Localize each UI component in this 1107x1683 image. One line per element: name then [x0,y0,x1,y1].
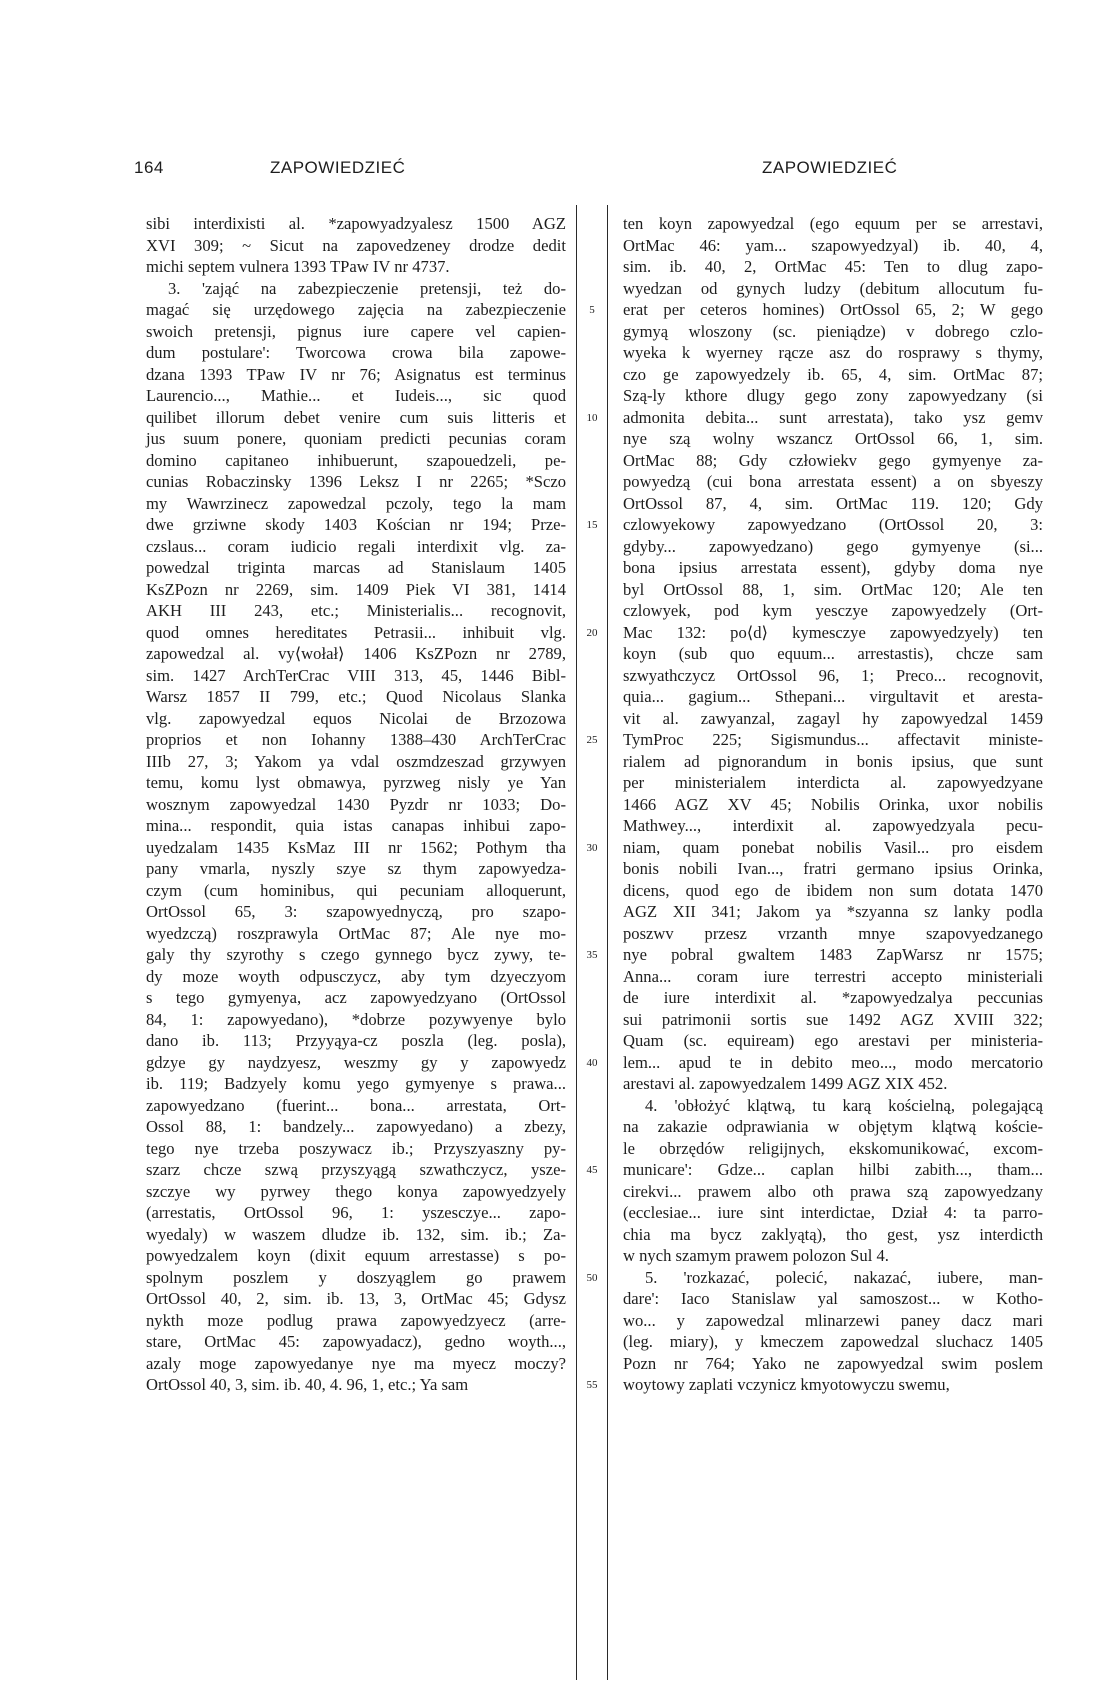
text-line: Mac 132: po⟨d⟩ kymesczye zapowyedzyely) ten [623,622,1043,642]
text-line: s tego gymyenya, acz zapowyedzyano (OrtOssol [146,988,566,1007]
text-line: Szą-ly kthore dlugy gego zony zapowyedzany (si [623,386,1043,405]
page-number: 164 [134,158,164,177]
line-number: 40 [586,1056,598,1069]
text-line: Laurencio..., Mathie... et Iudeis..., sic quod [146,386,566,405]
text-line: dano ib. 113; Przyyąya-cz poszla (leg. posla), [146,1031,566,1050]
text-line: Warsz 1857 II 799, etc.; Quod Nicolaus Slanka [146,687,566,706]
text-line: mina... respondit, quia istas canapas inhibui zapo- [146,816,566,835]
left-running-head: ZAPOWIEDZIEĆ [270,158,406,177]
text-line: OrtMac 46: yam... szapowyedzyal) ib. 40, 4, [623,235,1043,255]
text-line: TymProc 225; Sigismundus... affectavit ministe- [623,730,1043,749]
text-line: Mathwey..., interdixit al. zapowyedzyala pecu- [623,816,1043,835]
text-line: uyedzalam 1435 KsMaz III nr 1562; Pothym tha [146,837,566,857]
text-line: zapowyedzano (fuerint... bona... arrestata, Ort- [146,1095,566,1115]
text-line: quilibet illorum debet venire cum suis litteris et [146,407,566,427]
text-line: wosznym zapowyedzal 1430 Pyzdr nr 1033; Do- [146,794,566,814]
text-line: temu, komu lyst obmawya, pyrzweg nisly ye Yan [146,773,566,792]
text-line: (ecclesiae... iure sint interdictae, Dział 4: ta parro- [623,1203,1043,1222]
text-line: czlowyek, pod kym yesczye zapowyedzely (Ort- [623,601,1043,620]
text-line: per ministerialem interdicta al. zapowyedzyane [623,773,1043,792]
text-line: 3. 'zająć na zabezpieczenie pretensji, też do- [168,278,566,298]
text-line: sibi interdixisti al. *zapowyadzyalesz 1500 AGZ [146,214,566,233]
text-line: wyedzczą) roszprawyla OrtMac 87; Ale nye mo- [146,923,566,943]
text-line: bona ipsius arrestata essent), gdyby doma nye [623,558,1043,577]
line-number: 45 [586,1164,598,1176]
text-line: arestavi al. zapowyedzalem 1499 AGZ XIX 452. [623,1074,948,1093]
text-line: dy moze woyth odpusczycz, aby tym dzyeczyom [146,966,566,986]
text-line: galy thy szyrothy s czego gynnego bycz zywy, te- [146,945,566,964]
line-number: 10 [586,411,598,424]
text-line: nye pobral gwaltem 1483 ZapWarsz nr 1575; [623,945,1043,964]
text-line: tego nye trzeba poszywacz ib.; Przyszyaszny py- [146,1138,566,1158]
text-line: wyedaly) w waszem dludze ib. 132, sim. ib.; Za- [146,1224,566,1244]
line-number: 35 [586,949,598,961]
text-line: OrtOssol 40, 2, sim. ib. 13, 3, OrtMac 45; Gdysz [146,1289,566,1308]
text-line: domino capitaneo inhibuerunt, szapouedzeli, pe- [146,450,566,470]
text-line: sui patrimonii sortis sue 1492 AGZ XVIII 322; [623,1009,1043,1029]
text-line: OrtOssol 40, 3, sim. ib. 40, 4. 96, 1, etc.; Ya sam [146,1375,469,1394]
text-line: jus suum ponere, quoniam predicti pecunias coram [146,429,566,448]
text-line: quod omnes hereditates Petrasii... inhibuit vlg. [146,622,566,642]
text-line: ten koyn zapowyedzal (ego equum per se arrestavi, [623,214,1043,233]
text-line: dum postulare': Tworcowa crowa bila zapowe- [146,343,566,362]
text-line: 84, 1: zapowyedano), *dobrze pozywyenye bylo [146,1009,566,1029]
text-line: quia... gagium... Sthepani... virgultavit et aresta- [623,687,1043,706]
text-line: wo... y zapowedzal mlinarzewi paney dacz mari [623,1310,1043,1330]
text-line: ib. 119; Badzyely komu yego gymyenye s prawa... [146,1074,566,1093]
right-column [623,213,1043,1396]
text-line: byl OrtOssol 88, 1, sim. OrtMac 120; Ale ten [623,579,1043,599]
text-line: dzana 1393 TPaw IV nr 76; Asignatus est terminus [146,364,566,384]
text-line: dare': Iaco Stanislaw yal samoszost... w Kotho- [623,1289,1043,1308]
text-line: OrtOssol 65, 3: szapowyednyczą, pro szapo- [146,902,566,921]
text-line: sim. 1427 ArchTerCrac VIII 313, 45, 1446 Bibl- [146,665,566,685]
text-line: my Wawrzinecz zapowedzal pczoly, tego la mam [146,493,566,513]
text-line: AGZ XII 341; Jakom ya *szyanna sz lanky podla [623,902,1043,921]
text-line: szczye wy pyrwey thego konya zapowyedzyely [146,1181,566,1201]
text-line: dwe grziwne skody 1403 Kościan nr 194; Prze- [146,515,566,534]
line-number: 30 [586,841,598,854]
text-line: Ossol 88, 1: bandzely... zapowyedano) a zbezy, [146,1117,566,1136]
text-line: stare, OrtMac 45: zapowyadacz), gedno woyth..., [146,1332,566,1351]
text-line: azaly moge zapowyedanye nye ma myecz moczy? [146,1353,566,1373]
line-number: 25 [586,734,598,746]
text-line: OrtOssol 87, 4, sim. OrtMac 119. 120; Gdy [623,493,1043,513]
line-number: 55 [586,1379,598,1391]
text-line: gdyby... zapowyedzano) gego gymyenye (si... [623,536,1043,556]
page-header [0,158,1107,188]
text-line: chia ma bycz zaklyątą), tho gest, ysz interdicth [623,1224,1043,1244]
text-line: czlowyekowy zapowyedzano (OrtOssol 20, 3: [623,515,1043,534]
text-line: bonis nobili Ivan..., fratri germano ipsius Orinka, [623,859,1043,878]
text-line: 1466 AGZ XV 45; Nobilis Orinka, uxor nobilis [623,794,1043,814]
text-line: de iure interdixit al. *zapowyedzalya peccunias [623,988,1043,1007]
text-line: poszwv przesz vrzanth mnye szapovyedzanego [623,923,1043,943]
text-line: gdzye gy naydzyesz, weszmy gy y zapowyedz [146,1052,566,1072]
text-line: powedzal triginta marcas ad Stanislaum 1405 [146,558,566,577]
text-line: woytowy zaplati vczynicz kmyotowyczu swemu, [623,1375,950,1394]
line-number: 5 [589,304,595,316]
text-line: czo ge zapowyedzely ib. 65, 4, sim. OrtMac 87; [623,364,1043,384]
text-line: dicens, quod ego de ibidem non sum dotata 1470 [623,880,1043,900]
text-line: wyeka k wyerney rącze asz do rosprawy s thymy, [623,343,1043,362]
text-line: zapowedzal al. vy⟨wołał⟩ 1406 KsZPozn nr 2789, [146,644,566,663]
text-line: vlg. zapowyedzal equos Nicolai de Brzozowa [146,708,566,728]
text-line: admonita debita... sunt arrestata), tako ysz gemv [623,407,1043,427]
line-number: 15 [586,519,598,531]
text-line: (leg. miary), y kmeczem zapowedzal sluchacz 1405 [623,1332,1043,1351]
text-line: (arrestatis, OrtOssol 96, 1: yszesczye... zapo- [146,1203,566,1222]
line-number: 50 [586,1271,598,1284]
text-line: vit al. zawyanzal, zagayl hy zapowyedzal 1459 [623,708,1043,728]
text-line: swoich pretensji, pignus iure capere vel capien- [146,321,566,341]
left-column [146,213,566,1396]
text-line: nye szą wolny wszancz OrtOssol 66, 1, sim. [623,429,1043,448]
text-line: pany vmarla, nyszly szye sz thym zapowyedza- [146,859,566,878]
column-divider-left [576,205,577,1680]
text-line: cunias Robaczinsky 1396 Leksz I nr 2265; *Sczo [146,472,566,491]
text-line: niam, quam ponebat nobilis Vasil... pro eisdem [623,837,1043,857]
text-line: Pozn nr 764; Yako ne zapowyedzal swim poslem [623,1353,1043,1373]
text-line: czslaus... coram iudicio regali interdixit vlg. za- [146,536,566,556]
text-line: powyedzalem koyn (dixit equum arrestasse) s po- [146,1246,566,1265]
text-line: erat per ceteros homines) OrtOssol 65, 2; W gego [623,300,1043,319]
text-line: rialem ad pignorandum in bonis ipsius, que sunt [623,751,1043,771]
text-line: nykth moze podlug prawa zapowyedzyecz (arre- [146,1310,566,1330]
text-line: 4. 'obłożyć klątwą, tu karą kościelną, polegającą [645,1095,1043,1115]
text-line: sim. ib. 40, 2, OrtMac 45: Ten to dlug zapo- [623,257,1043,276]
text-line: spolnym poszlem y doszyąglem go prawem [146,1267,566,1287]
text-line: XVI 309; ~ Sicut na zapovedzeney drodze dedit [146,235,566,255]
text-line: KsZPozn nr 2269, sim. 1409 Piek VI 381, 1414 [146,579,566,599]
text-line: municare': Gdze... caplan hilbi zabith..., tham... [623,1160,1043,1179]
right-running-head: ZAPOWIEDZIEĆ [762,158,898,177]
text-line: le obrzędów religijnych, ekskomunikować, excom- [623,1138,1043,1158]
text-line: szarz chcze szwą przyszyągą szwathczycz, ysze- [146,1160,566,1179]
text-line: wyedzan od gynych ludzy (debitum allocutum fu- [623,278,1043,298]
text-line: lem... apud te in debito meo..., modo mercatorio [623,1052,1043,1072]
text-line: michi septem vulnera 1393 TPaw IV nr 4737. [146,257,450,276]
text-line: proprios et non Iohanny 1388–430 ArchTerCrac [146,730,566,749]
text-line: OrtMac 88; Gdy człowiekv gego gymyenye za- [623,450,1043,470]
text-line: AKH III 243, etc.; Ministerialis... recognovit, [146,601,566,620]
text-line: na zakazie odprawiania w objętym klątwą koście- [623,1117,1043,1136]
text-line: cirekvi... prawem albo oth prawa szą zapowyedzany [623,1181,1043,1201]
column-divider-right [607,205,608,1680]
text-line: gymyą wloszony (sc. pieniądze) v dobrego czlo- [623,321,1043,341]
text-line: 5. 'rozkazać, polecić, nakazać, iubere, man- [645,1267,1043,1287]
text-line: magać się urzędowego zajęcia na zabezpieczenie [146,300,566,319]
text-line: IIIb 27, 3; Yakom ya vdal oszmdzeszad grzywyen [146,751,566,771]
text-line: czym (cum hominibus, qui pecuniam alloquerunt, [146,880,566,900]
line-number: 20 [586,626,598,639]
text-line: szwyathczycz OrtOssol 96, 1; Preco... recognovit, [623,665,1043,685]
text-line: Quam (sc. equiream) ego arestavi per ministeria- [623,1031,1043,1050]
text-line: koyn (sub quo equum... arrestastis), chcze sam [623,644,1043,663]
text-line: powyedzą (cui bona arrestata essent) a on sbyeszy [623,472,1043,491]
text-line: w nych szamym prawem polozon Sul 4. [623,1246,889,1265]
text-line: Anna... coram iure terrestri accepto ministeriali [623,966,1043,986]
